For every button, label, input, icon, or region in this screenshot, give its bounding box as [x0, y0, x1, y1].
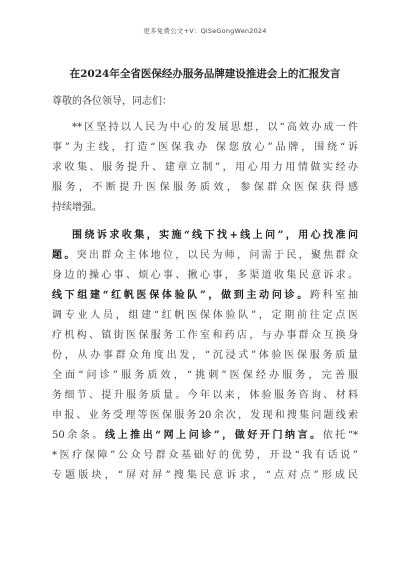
paragraph-text: 跨科室抽 — [309, 290, 358, 301]
paragraph-line — [72, 229, 358, 243]
paragraph-line: **区坚持以人民为中心的发展思想，以“高效办成一件 — [72, 122, 358, 133]
paragraph-line — [52, 429, 358, 443]
subsection-heading: 线上推出“网上问诊”，做好开门纳言。 — [105, 430, 323, 441]
paragraph-line: 事”为主线，打造“医保我办 保您放心”品牌，围绕“诉 — [52, 142, 358, 153]
paragraph-line: 服务，不断提升医保服务质效，参保群众医保获得感 — [52, 182, 358, 193]
paragraph-text: 依托“* — [322, 430, 358, 441]
paragraph-line: 申报、业务受理等医保服务20余次，发现和搜集问题线索 — [52, 410, 358, 421]
paragraph-line: *医疗保障”公众号群众基础好的优势，开设“我有话说” — [52, 450, 358, 461]
greeting: 尊敬的各位领导，同志们： — [52, 96, 172, 107]
subsection-heading: 线下组建“红帆医保体验队”，做到主动问诊。 — [52, 290, 310, 301]
paragraph-line — [52, 289, 358, 303]
paragraph-line: 份，从办事群众角度出发，“沉浸式”体验医保服务质量 — [52, 350, 358, 361]
paragraph-line: 求收集、服务提升、建章立制”，用心用力用情做实经办 — [52, 162, 358, 173]
paragraph-text: 50余条。 — [52, 430, 105, 441]
section-heading: 围绕诉求收集，实施“线下找+线上问”，用心找准问 — [72, 230, 358, 241]
paragraph-line: 务细节、提升服务质量。今年以来，体验服务咨询、材料 — [52, 390, 358, 401]
paragraph-line: 身边的操心事、烦心事、揪心事，多渠道收集民意诉求。 — [52, 270, 358, 281]
paragraph-line: 专题版块，“屏对屏”搜集民意诉求，“点对点”形成民 — [52, 470, 358, 481]
document-title: 在2024年全省医保经办服务品牌建设推进会上的汇报发言 — [69, 68, 341, 80]
paragraph-line — [52, 249, 358, 263]
section-heading: 题。 — [52, 250, 77, 261]
page-header: 更多免费公文+V：QiSeGongWen2024 — [143, 27, 267, 35]
paragraph-line: 调专业人员，组建“红帆医保体验队”，定期前往定点医 — [52, 310, 358, 321]
paragraph-line: 疗机构、镇街医保服务工作室和药店，与办事群众互换身 — [52, 330, 358, 341]
paragraph-text: 突出群众主体地位，以民为师，问需于民，聚焦群众 — [76, 250, 359, 261]
paragraph-line: 全面“问诊”服务质效，“挑刺”医保经办服务，完善服 — [52, 370, 358, 381]
paragraph-line: 持续增强。 — [52, 202, 102, 213]
